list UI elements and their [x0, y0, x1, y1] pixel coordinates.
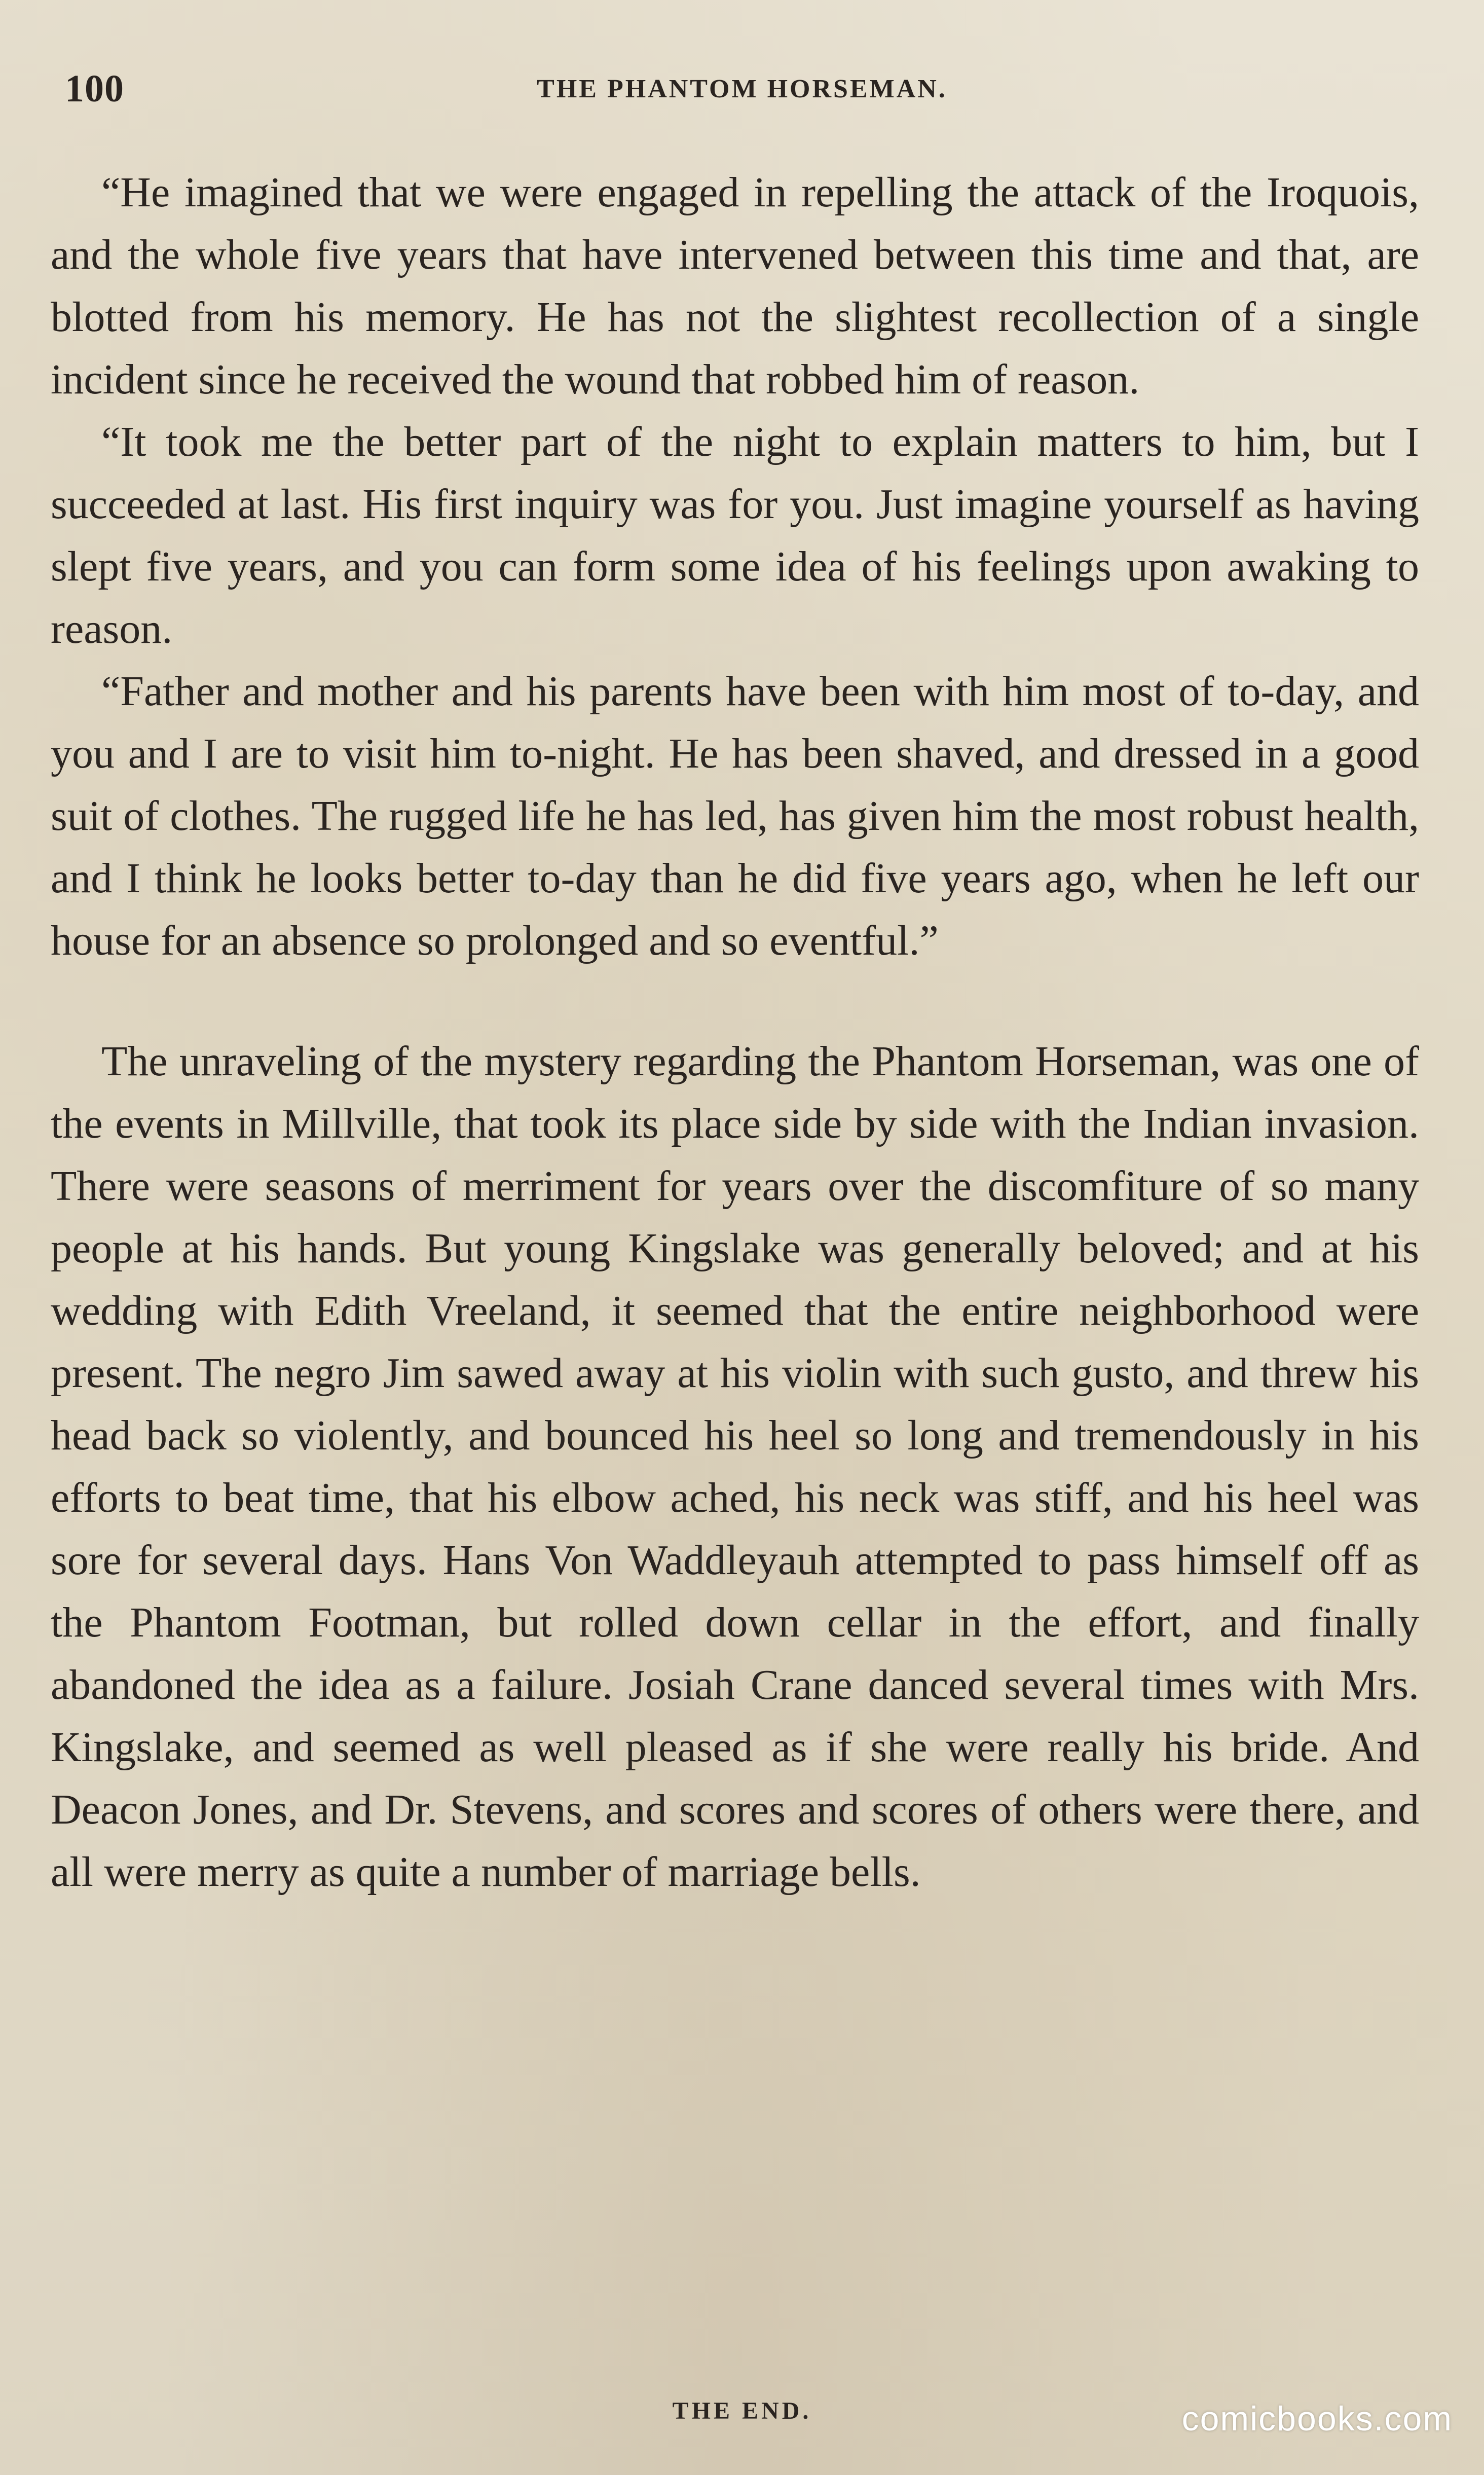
paragraph-2: “It took me the better part of the night to explain matters to him, but I succeeded at last. His first inquiry was for you. Just imagine yourself as having slept five years, and you can form some idea of his feelings upon awaking to reason. [51, 418, 1419, 652]
paragraph-4: The unraveling of the mystery regarding the Phantom Horseman, was one of the events in Millville, that took its place side by side with the Indian invasion. There were seasons of merriment for years over the discomfiture of so many people at his hands. But young Kingslake was generally beloved; and at his wedding with Edith Vreeland, it seemed that the entire neighborhood were present. The negro Jim sawed away at his violin with such gusto, and threw his head back so violently, and bounced his heel so long and tremendously in his efforts to beat time, that his elbow ached, his neck was stiff, and his heel was sore for several days. Hans Von Waddleyauh attempted to pass himself off as the Phantom Footman, but rolled down cellar in the effort, and finally abandoned the idea as a failure. Josiah Crane danced several times with Mrs. Kingslake, and seemed as well pleased as if she were really his bride. And Deacon Jones, and Dr. Stevens, and scores and scores of others were there, and all were merry as quite a number of marriage bells. [51, 1038, 1419, 1896]
paragraph-1: “He imagined that we were engaged in repelling the attack of the Iroquois, and the whole five years that have intervened between this time and that, are blotted from his memory. He has not the slightest recollection of a single incident since he received the wound that robbed him of reason. [51, 169, 1419, 403]
page-number: 100 [65, 67, 124, 110]
running-title: THE PHANTOM HORSEMAN. [537, 75, 947, 103]
watermark-logo: comicbooks.com [1181, 2399, 1453, 2438]
the-end-label: THE END. [672, 2397, 812, 2424]
body-text [51, 161, 1419, 1903]
paragraph-3: “Father and mother and his parents have been with him most of to-day, and you and I are to visit him to-night. He has been shaved, and dressed in a good suit of clothes. The rugged life he has led, has given him the most robust health, and I think he looks better to-day than he did five years ago, when he left our house for an absence so prolonged and so eventful.” [51, 668, 1419, 964]
page-header [65, 67, 1419, 123]
